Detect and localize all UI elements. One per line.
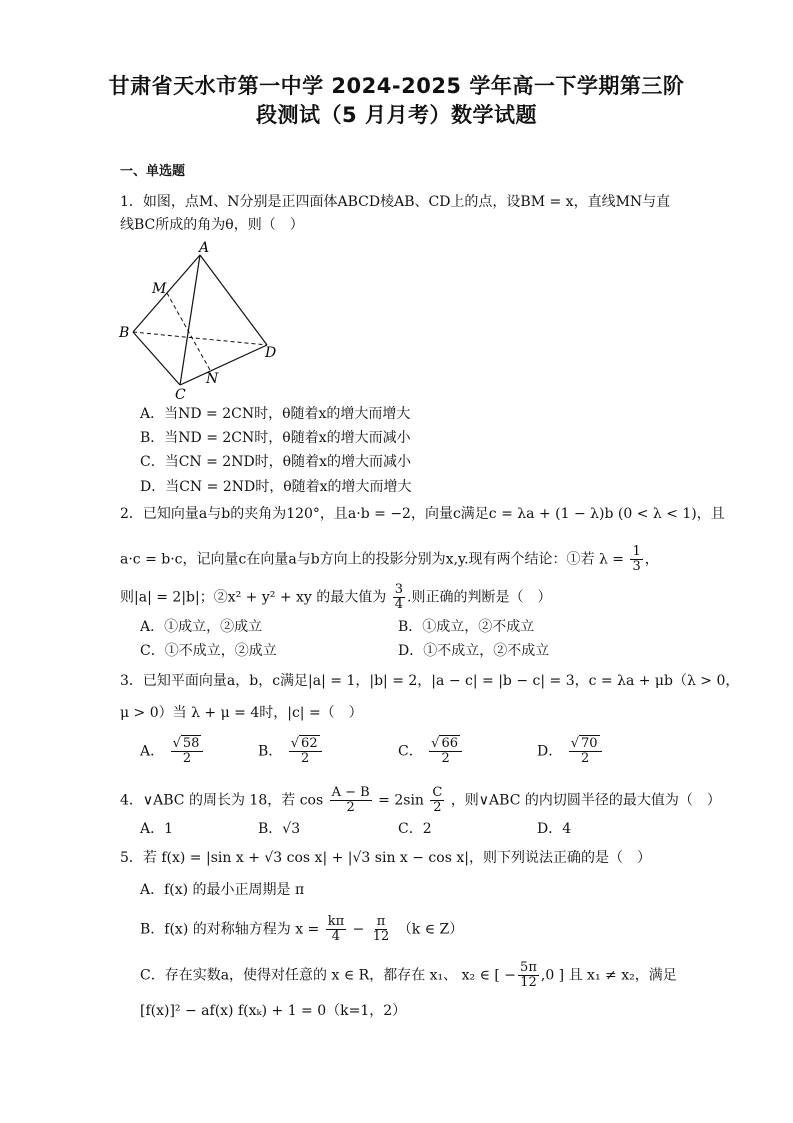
exam-title-line2: 段测试（5 月月考）数学试题	[256, 103, 537, 127]
q3-option-a: A． $\frac{√ 58}{2}$	[140, 737, 205, 766]
q4-option-a: A．1	[140, 821, 174, 837]
q4-fraction-1: $\frac{A - B}{2}$	[331, 785, 370, 815]
q5-option-c-line1: C．存在实数a，使得对任意的 x ∈ R，都存在 x₁、 x₂ ∈ [ − $\frac{5\pi}{12}$ ,0 ] 且 x₁ ≠ x₂，满足	[140, 960, 677, 990]
q4-stem: 4．∨ABC 的周长为 18，若 cos $\frac{A - B}{2}$ = 2sin $\frac{C}{2}$ ，则∨ABC 的内切圆半径的最大值为（ ）	[120, 785, 721, 815]
q1-option-b: B．当ND = 2CN时，θ随着x的增大而减小	[140, 430, 411, 446]
q4-option-b: B．√3	[258, 821, 301, 837]
label-a: A	[199, 240, 210, 256]
q4-fraction-2: $\frac{C}{2}$	[432, 785, 443, 815]
label-n: N	[206, 371, 219, 387]
q2-option-c: C．①不成立，②成立	[140, 643, 277, 659]
q3-line1: 3．已知平面向量a，b，c满足|a| = 1，|b| = 2，|a − c| = |b − c| = 3，c = λa + μb（λ > 0，	[120, 673, 740, 689]
q2-line3: 则|a| = 2|b|；②x² + y² + xy 的最大值为 $\frac{3}{4}$ .则正确的判断是（ ）	[120, 582, 552, 612]
q1-option-a: A．当ND = 2CN时，θ随着x的增大而增大	[140, 406, 411, 422]
tetrahedron-figure	[115, 240, 285, 400]
q1-stem-line2: 线BC所成的角为θ，则（ ）	[120, 217, 304, 233]
q2-option-a: A．①成立，②成立	[140, 619, 263, 635]
section-heading: 一、单选题	[120, 164, 186, 179]
label-b: B	[119, 325, 130, 341]
q1-option-c: C．当CN = 2ND时，θ随着x的增大而减小	[140, 454, 412, 470]
q5-option-b: B．f(x) 的对称轴方程为 x = $\frac{k\pi}{4}$ − $\frac{\pi}{12}$ （k ∈ Z）	[140, 914, 464, 944]
q2-option-d: D．①不成立，②不成立	[398, 643, 550, 659]
q3-option-b: B． $\frac{√ 62}{2}$	[258, 737, 324, 766]
edge-bc	[133, 332, 180, 385]
q2-lambda-fraction: $\frac{1}{3}$	[632, 544, 641, 574]
edge-ad	[200, 255, 267, 345]
q2-line2: a·c = b·c，记向量c在向量a与b方向上的投影分别为x,y.现有两个结论：①若 λ = $\frac{1}{3}$ ，	[120, 544, 659, 574]
q2-line1: 2．已知向量a与b的夹角为120°，且a·b = −2，向量c满足c = λa + (1 − λ)b (0 < λ < 1)，且	[120, 506, 725, 522]
label-d: D	[265, 345, 277, 361]
q2-line2-text: a·c = b·c，记向量c在向量a与b方向上的投影分别为x,y.现有两个结论：①若 λ =	[120, 551, 625, 568]
q1-option-d: D．当CN = 2ND时，θ随着x的增大而增大	[140, 479, 412, 495]
q1-stem-line1: 1．如图，点M、N分别是正四面体ABCD棱AB、CD上的点，设BM = x，直线MN与直	[120, 194, 671, 210]
q4-option-c: C．2	[398, 821, 432, 837]
label-m: M	[152, 281, 167, 297]
q2-option-b: B．①成立，②不成立	[398, 619, 535, 635]
q4-option-d: D．4	[537, 821, 572, 837]
label-c: C	[175, 387, 186, 400]
edge-bd-dashed	[133, 332, 267, 345]
q3-option-d: D． $\frac{√ 70}{2}$	[537, 737, 604, 766]
q3-line2: μ > 0）当 λ + μ = 4时，|c| =（ ）	[120, 705, 363, 721]
q5-option-c-line2: [f(x)]² − af(x) f(xₖ) + 1 = 0（k=1，2）	[140, 1003, 407, 1019]
q5-option-a: A．f(x) 的最小正周期是 π	[140, 882, 305, 898]
exam-title-line1: 甘肃省天水市第一中学 2024-2025 学年高一下学期第三阶	[108, 74, 685, 98]
segment-mn-dashed	[167, 293, 210, 370]
edge-cd	[180, 345, 267, 385]
q3-option-c: C． $\frac{√ 66}{2}$	[398, 737, 464, 766]
q5-stem: 5．若 f(x) = |sin x + √3 cos x| + |√3 sin x − cos x|，则下列说法正确的是（ ）	[120, 850, 651, 866]
q2-max-fraction: $\frac{3}{4}$	[394, 582, 403, 612]
